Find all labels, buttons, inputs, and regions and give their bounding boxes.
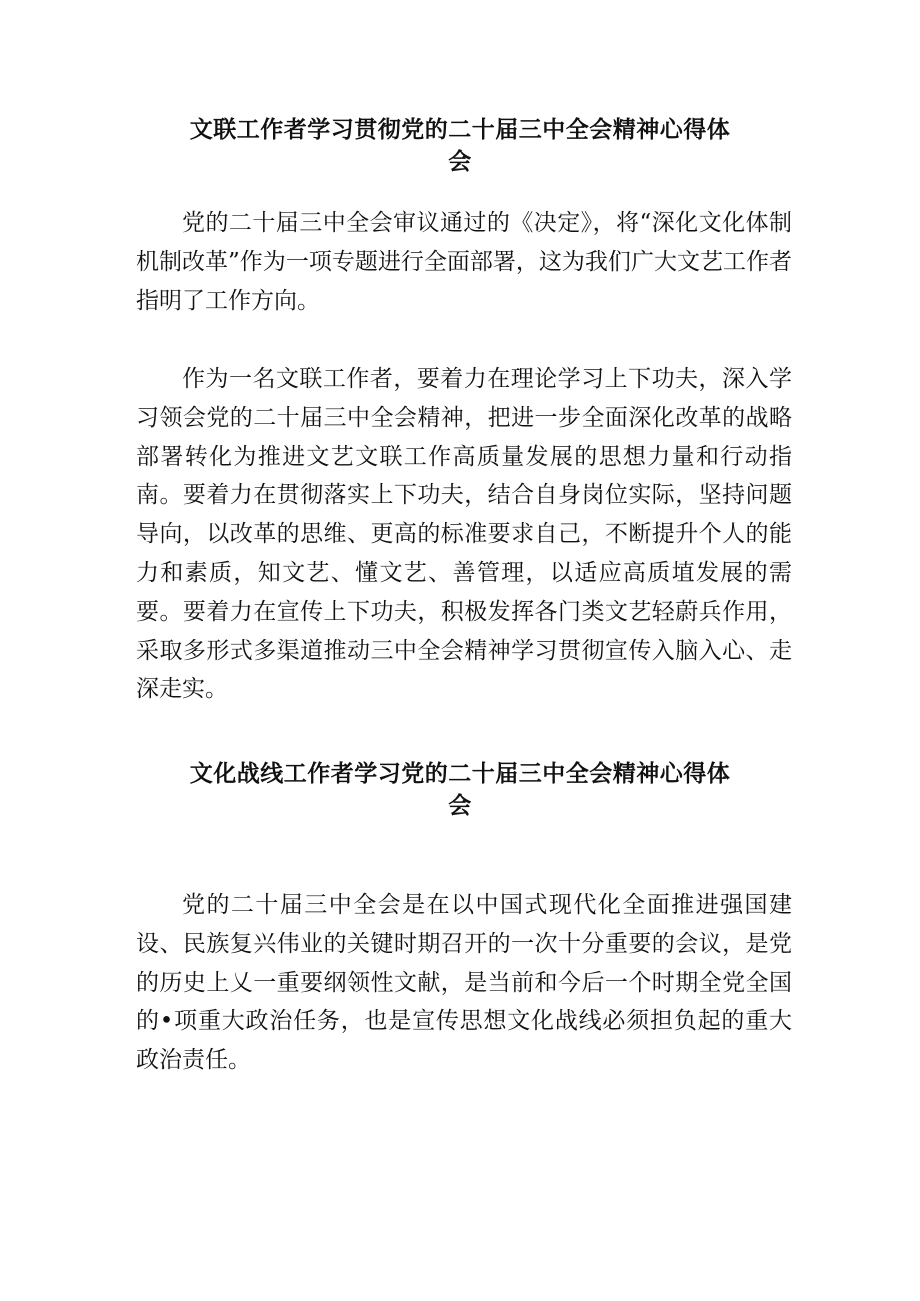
body-paragraph: 党的二十届三中全会是在以中国式现代化全面推进强国建设、民族复兴伟业的关键时期召开的一次十分重要的会议，是党的历史上乂一重要纲领性文献，是当前和今后一个时期全党全国的•项重大政治任务，也是宣传思想文化战线必须担负起的重大政治责任。 [136, 892, 792, 1074]
section-title-line-2: 会 [448, 793, 472, 819]
section-title-line-2: 会 [448, 149, 472, 175]
section-title [150, 758, 770, 822]
section-title [150, 114, 770, 178]
body-paragraph: 党的二十届三中全会审议通过的《决定》，将“深化文化体制机制改革”作为一项专题进行全面部署，这为我们广大文艺工作者指明了工作方向。 [136, 210, 792, 314]
section-title-line-1: 文化战线工作者学习党的二十届三中全会精神心得体 [189, 761, 731, 787]
section-title-line-1: 文联工作者学习贯彻党的二十届三中全会精神心得体 [189, 117, 731, 143]
body-paragraph: 作为一名文联工作者，要着力在理论学习上下功夫，深入学习领会党的二十届三中全会精神，把进一步全面深化改革的战略部署转化为推进文艺文联工作高质量发展的思想力量和行动指南。要着力在贯彻落实上下功夫，结合自身岗位实际，坚持问题导向，以改革的思维、更高的标准要求自己，不断提升个人的能力和素质，知文艺、懂文艺、善管理，以适应高质埴发展的需要。要着力在宣传上下功夫，积极发挥各门类文艺轻蔚兵作用，采取多形式多渠道推动三中全会精神学习贯彻宣传入脑入心、走深走实。 [136, 366, 792, 703]
